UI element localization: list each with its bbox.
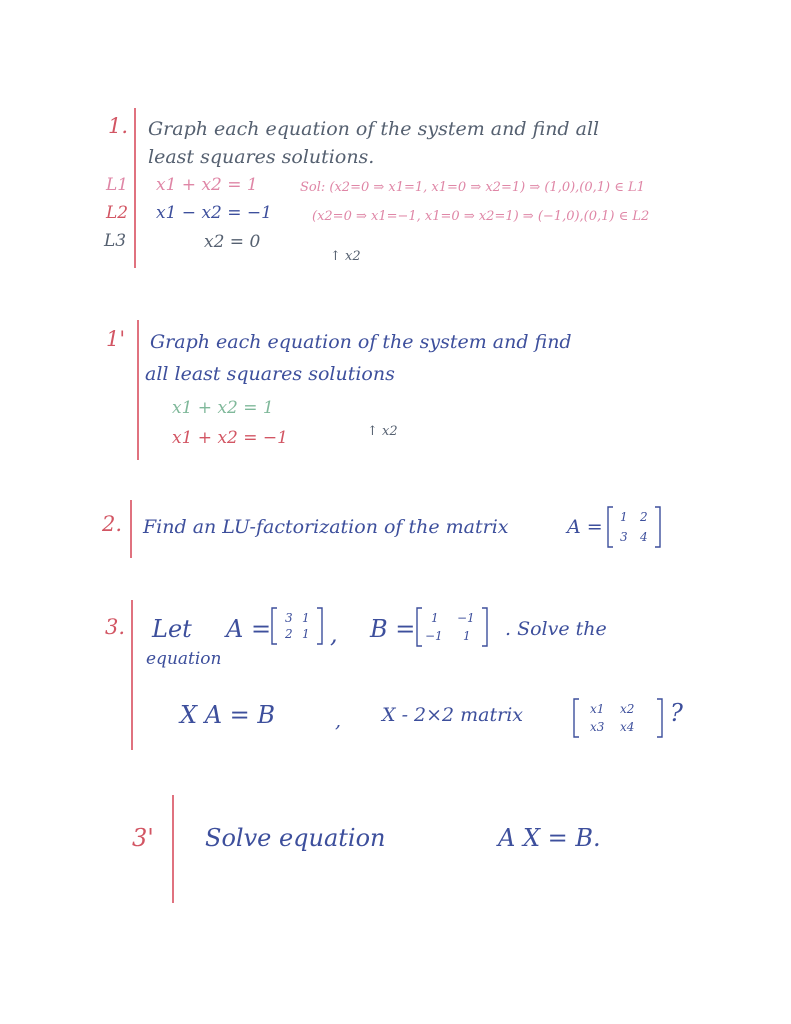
matrix-cell: 3 [285, 611, 293, 625]
equation-l3: x2 = 0 [204, 232, 261, 252]
matrix-cell: 1 [302, 611, 310, 625]
problem-2-text: Find an LU-factorization of the matrix [143, 516, 509, 538]
matrix-cell: −1 [425, 629, 443, 643]
matrix-cell: x2 [620, 702, 635, 716]
matrix-cell: −1 [457, 611, 475, 625]
problem-3-solve: . Solve the [505, 618, 607, 640]
matrix-brackets [572, 697, 664, 739]
problem-3-x-description: X - 2×2 matrix [382, 704, 524, 726]
problem-1b-equation-1: x1 + x2 = 1 [172, 398, 274, 418]
problem-1-text-line2: least squares solutions. [148, 146, 375, 168]
problem-2-matrix-lhs: A = [567, 516, 603, 538]
matrix-cell: x3 [590, 720, 605, 734]
problem-3-a-lhs: A = [226, 615, 272, 643]
problem-3-let: Let [152, 615, 192, 643]
problem-3-number: 3. [105, 615, 126, 639]
problem-3-text-line2: equation [146, 649, 222, 669]
matrix-cell: 2 [640, 510, 648, 524]
matrix-cell: 1 [463, 629, 471, 643]
problem-3-equation-separator: , [335, 710, 342, 732]
line-label-l2: L2 [106, 203, 129, 223]
matrix-a-problem-2 [606, 505, 662, 549]
matrix-a-problem-3 [270, 606, 324, 646]
problem-3b-number: 3' [132, 824, 154, 852]
equation-l1: x1 + x2 = 1 [156, 175, 258, 195]
matrix-cell: 1 [431, 611, 439, 625]
matrix-brackets [270, 606, 324, 646]
matrix-cell: 1 [302, 627, 310, 641]
matrix-x-problem-3 [572, 697, 664, 739]
problem-1b-text-line2: all least squares solutions [145, 363, 395, 385]
matrix-cell: x1 [590, 702, 605, 716]
margin-rule-problem-1 [134, 108, 136, 268]
equation-l2: x1 − x2 = −1 [156, 203, 272, 223]
margin-rule-problem-3 [131, 600, 133, 750]
problem-1b-axis-arrow-x2: ↑ x2 [367, 424, 398, 439]
problem-1b-number: 1' [106, 327, 126, 351]
margin-rule-problem-1b [137, 320, 139, 460]
line-label-l1: L1 [106, 175, 129, 195]
margin-rule-problem-3b [172, 795, 174, 903]
matrix-cell: 2 [285, 627, 293, 641]
matrix-cell: x4 [620, 720, 635, 734]
matrix-cell: 3 [620, 530, 628, 544]
solution-l2: (x2=0 ⇒ x1=−1, x1=0 ⇒ x2=1) ⇒ (−1,0),(0,1) ∈ L2 [312, 209, 650, 224]
matrix-b-problem-3 [415, 606, 489, 648]
problem-3-comma: , [330, 620, 338, 648]
matrix-brackets [606, 505, 662, 549]
problem-1-text-line1: Graph each equation of the system and find all [148, 118, 600, 140]
solution-l1: Sol: (x2=0 ⇒ x1=1, x1=0 ⇒ x2=1) ⇒ (1,0),(0,1) ∈ L1 [300, 180, 645, 195]
problem-3b-equation: A X = B. [498, 824, 601, 852]
matrix-cell: 4 [640, 530, 648, 544]
problem-3-equation: X A = B [180, 701, 276, 729]
axis-arrow-x2: ↑ x2 [330, 249, 361, 264]
problem-3-b-lhs: B = [370, 615, 416, 643]
margin-rule-problem-2 [130, 500, 132, 558]
problem-2-number: 2. [102, 512, 123, 536]
matrix-cell: 1 [620, 510, 628, 524]
problem-3-question-mark: ? [670, 699, 683, 727]
problem-1-number: 1. [108, 114, 129, 138]
problem-1b-equation-2: x1 + x2 = −1 [172, 428, 288, 448]
problem-3b-text: Solve equation [205, 824, 386, 852]
line-label-l3: L3 [104, 231, 127, 251]
problem-1b-text-line1: Graph each equation of the system and find [150, 331, 572, 353]
